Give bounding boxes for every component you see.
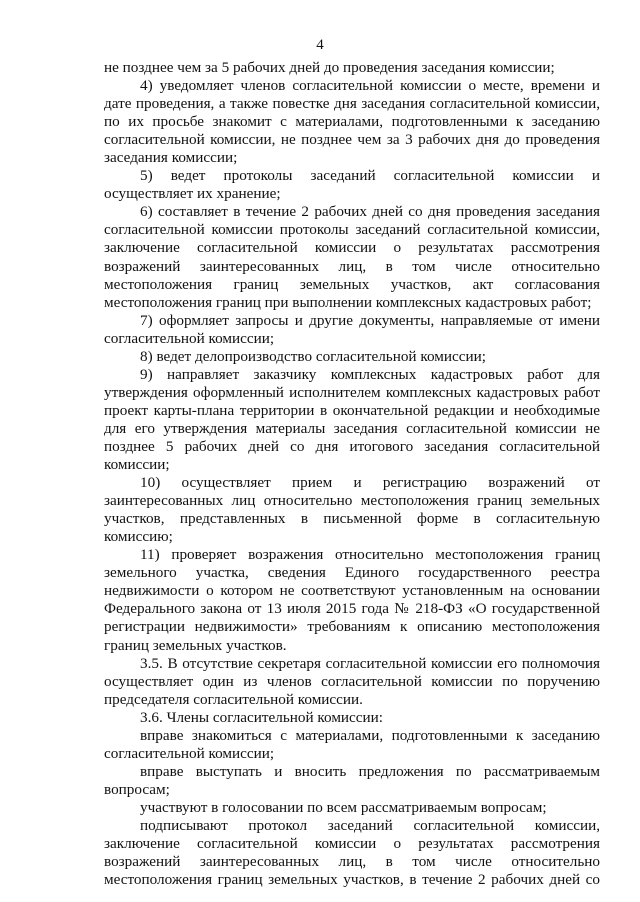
paragraph-item-10: 10) осуществляет прием и регистрацию возражений от заинтересованных лиц относительно местоположения границ земельных участков, представленных в письменной форме в согласительную комиссию; — [104, 474, 600, 546]
paragraph-member-right-1: вправе знакомиться с материалами, подготовленными к заседанию согласительной комиссии; — [104, 726, 600, 762]
paragraph-3-5: 3.5. В отсутствие секретаря согласительной комиссии его полномочия осуществляет один из членов согласительной комиссии по поручению председателя согласительной комиссии. — [104, 654, 600, 708]
paragraph-item-4: 4) уведомляет членов согласительной комиссии о месте, времени и дате проведения, а также повестке дня заседания согласительной комиссии, по их просьбе знакомит с материалами, подготовленными к заседанию согласительной комиссии, не позднее чем за 3 рабочих дня до проведения заседания комиссии; — [104, 77, 600, 167]
paragraph-item-8: 8) ведет делопроизводство согласительной комиссии; — [140, 347, 486, 365]
paragraph-item-6: 6) составляет в течение 2 рабочих дней со дня проведения заседания согласительной комиссии протоколы заседаний согласительной комиссии, заключение согласительной комиссии о результатах рассмотрения возражений заинтересованных лиц, в том числе относительно местоположения границ земельных участков, акт согласования местоположения границ при выполнении комплексных кадастровых работ; — [104, 203, 600, 311]
paragraph-3-6: 3.6. Члены согласительной комиссии: — [140, 708, 384, 726]
page-number: 4 — [316, 37, 324, 53]
paragraph-member-right-3: участвуют в голосовании по всем рассматриваемым вопросам; — [140, 798, 547, 816]
paragraph-member-right-2: вправе выступать и вносить предложения по рассматриваемым вопросам; — [104, 762, 600, 798]
paragraph-item-9: 9) направляет заказчику комплексных кадастровых работ для утверждения оформленный исполнителем комплексных кадастровых работ проект карты-плана территории в окончательной редакции и необходимые для его утверждения материалы заседания согласительной комиссии не позднее 5 рабочих дней со дня итогового заседания согласительной комиссии; — [104, 365, 600, 474]
paragraph-continuation: не позднее чем за 5 рабочих дней до проведения заседания комиссии; — [104, 59, 555, 76]
paragraph-item-7: 7) оформляет запросы и другие документы, направляемые от имени согласительной комиссии; — [104, 311, 600, 347]
document-body — [104, 59, 600, 889]
paragraph-member-right-4: подписывают протокол заседаний согласительной комиссии, заключение согласительной комиссии о результатах рассмотрения возражений заинтересованных лиц, в том числе относительно местоположения границ земельных участков, в течение 2 рабочих дней со — [104, 816, 600, 889]
paragraph-item-11: 11) проверяет возражения относительно местоположения границ земельного участка, сведения Единого государственного реестра недвижимости о котором не соответствуют установленным на основании Федерального закона от 13 июля 2015 года № 218-ФЗ «О государственной регистрации недвижимости» требованиям к описанию местоположения границ земельных участков. — [104, 546, 600, 654]
paragraph-item-5: 5) ведет протоколы заседаний согласительной комиссии и осуществляет их хранение; — [104, 167, 600, 203]
